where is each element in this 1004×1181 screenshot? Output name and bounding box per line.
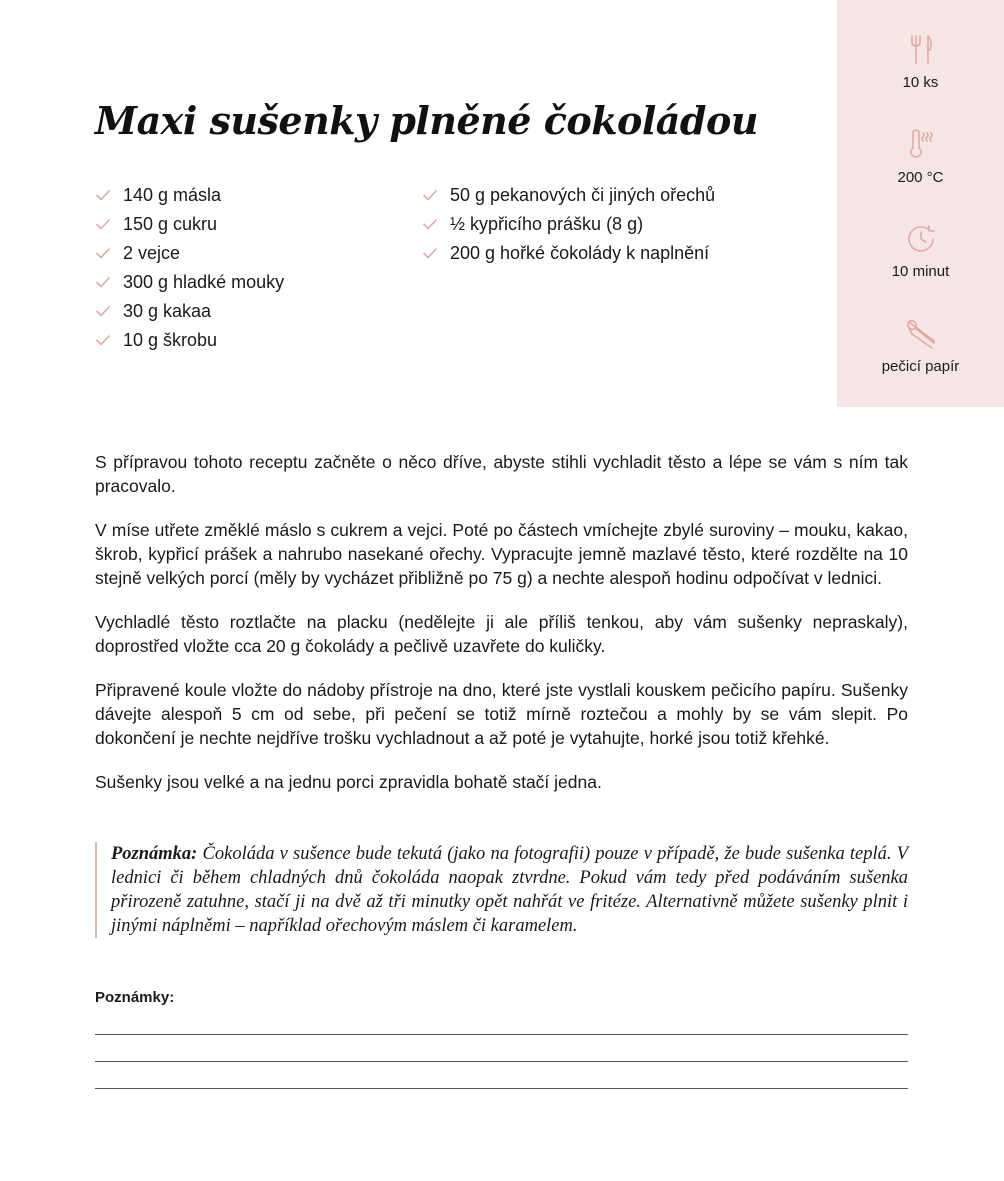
ingredients-list-left <box>95 180 284 354</box>
instruction-paragraph: V míse utřete změklé máslo s cukrem a vejci. Poté po částech vmíchejte zbylé suroviny – mouku, kakao, škrob, kypřicí prášek a nahrubo nasekané ořechy. Vypracujte jemně mazlavé těsto, které rozdělte na 10 stejně velkých porcí (měly by vycházet přibližně po 75 g) a nechte alespoň hodinu odpočívat v lednici. <box>95 520 908 588</box>
check-icon <box>95 276 111 288</box>
timer-icon <box>905 223 937 255</box>
ingredients-list-right <box>422 180 715 267</box>
instruction-paragraph: Připravené koule vložte do nádoby přístroje na dno, které jste vystlali kouskem pečicího papíru. Sušenky dávejte alespoň 5 cm od sebe, při pečení se totiž mírně roztečou a mohly by se vám slepit. Po dokončení je nechte nejdříve trošku vychladnout a až poté je vytahujte, horké jsou totiž křehké. <box>95 680 908 748</box>
notes-line <box>95 1088 908 1089</box>
note-label: Poznámka: <box>111 844 198 864</box>
servings-info <box>837 34 1004 91</box>
recipe-title: Maxi sušenky plněné čokoládou <box>95 98 758 143</box>
ingredient-item <box>422 209 715 238</box>
check-icon <box>422 218 438 230</box>
time-info <box>837 223 1004 280</box>
temperature-label: 200 °C <box>897 169 944 186</box>
ingredient-item <box>95 209 284 238</box>
baking-paper-info <box>837 318 1004 375</box>
check-icon <box>95 189 111 201</box>
servings-label: 10 ks <box>902 74 939 91</box>
ingredient-text: 150 g cukru <box>123 213 218 234</box>
instruction-paragraph: Sušenky jsou velké a na jednu porci zpravidla bohatě stačí jedna. <box>95 772 602 792</box>
check-icon <box>422 247 438 259</box>
thermometer-icon <box>906 129 936 161</box>
check-icon <box>95 305 111 317</box>
ingredient-item <box>422 238 715 267</box>
ingredient-item <box>95 325 284 354</box>
ingredient-text: ½ kypřicího prášku (8 g) <box>450 213 644 234</box>
ingredient-item <box>95 296 284 325</box>
notes-heading: Poznámky: <box>95 989 175 1006</box>
ingredient-text: 300 g hladké mouky <box>123 271 285 292</box>
ingredient-text: 10 g škrobu <box>123 329 218 350</box>
time-label: 10 minut <box>891 263 950 280</box>
ingredient-item <box>95 267 284 296</box>
notes-line <box>95 1061 908 1062</box>
temperature-info <box>837 129 1004 186</box>
ingredient-text: 50 g pekanových či jiných ořechů <box>450 184 716 205</box>
ingredient-item <box>95 238 284 267</box>
check-icon <box>422 189 438 201</box>
instructions <box>95 450 908 814</box>
ingredient-item <box>95 180 284 209</box>
note-text: Čokoláda v sušence bude tekutá (jako na fotografii) pouze v případě, že bude sušenka teplá. V lednici či během chladných dnů čokoláda naopak ztvrdne. Pokud vám tedy před podáváním sušenka přirozeně zatuhne, stačí ji na dvě až tři minutky opět nahřát ve fritéze. Alternativně můžete sušenky plnit i jinými náplněmi – například ořechovým máslem či karamelem. <box>111 844 908 936</box>
ingredient-text: 140 g másla <box>123 184 222 205</box>
recipe-info-sidebar <box>837 0 1004 407</box>
ingredient-text: 30 g kakaa <box>123 300 212 321</box>
check-icon <box>95 334 111 346</box>
ingredient-text: 2 vejce <box>123 242 181 263</box>
notes-line <box>95 1034 908 1035</box>
ingredient-item <box>422 180 715 209</box>
instruction-paragraph: S přípravou tohoto receptu začněte o něco dříve, abyste stihli vychladit těsto a lépe se vám s ním tak pracovalo. <box>95 452 908 496</box>
baking-paper-label: pečicí papír <box>881 358 960 375</box>
check-icon <box>95 218 111 230</box>
fork-knife-icon <box>906 34 936 66</box>
baking-paper-icon <box>904 318 938 350</box>
ingredient-text: 200 g hořké čokolády k naplnění <box>450 242 710 263</box>
recipe-note <box>95 842 908 938</box>
instruction-paragraph: Vychladlé těsto roztlačte na placku (nedělejte ji ale příliš tenkou, aby vám sušenky nepraskaly), doprostřed vložte cca 20 g čokolády a pečlivě uzavřete do kuličky. <box>95 612 908 656</box>
check-icon <box>95 247 111 259</box>
